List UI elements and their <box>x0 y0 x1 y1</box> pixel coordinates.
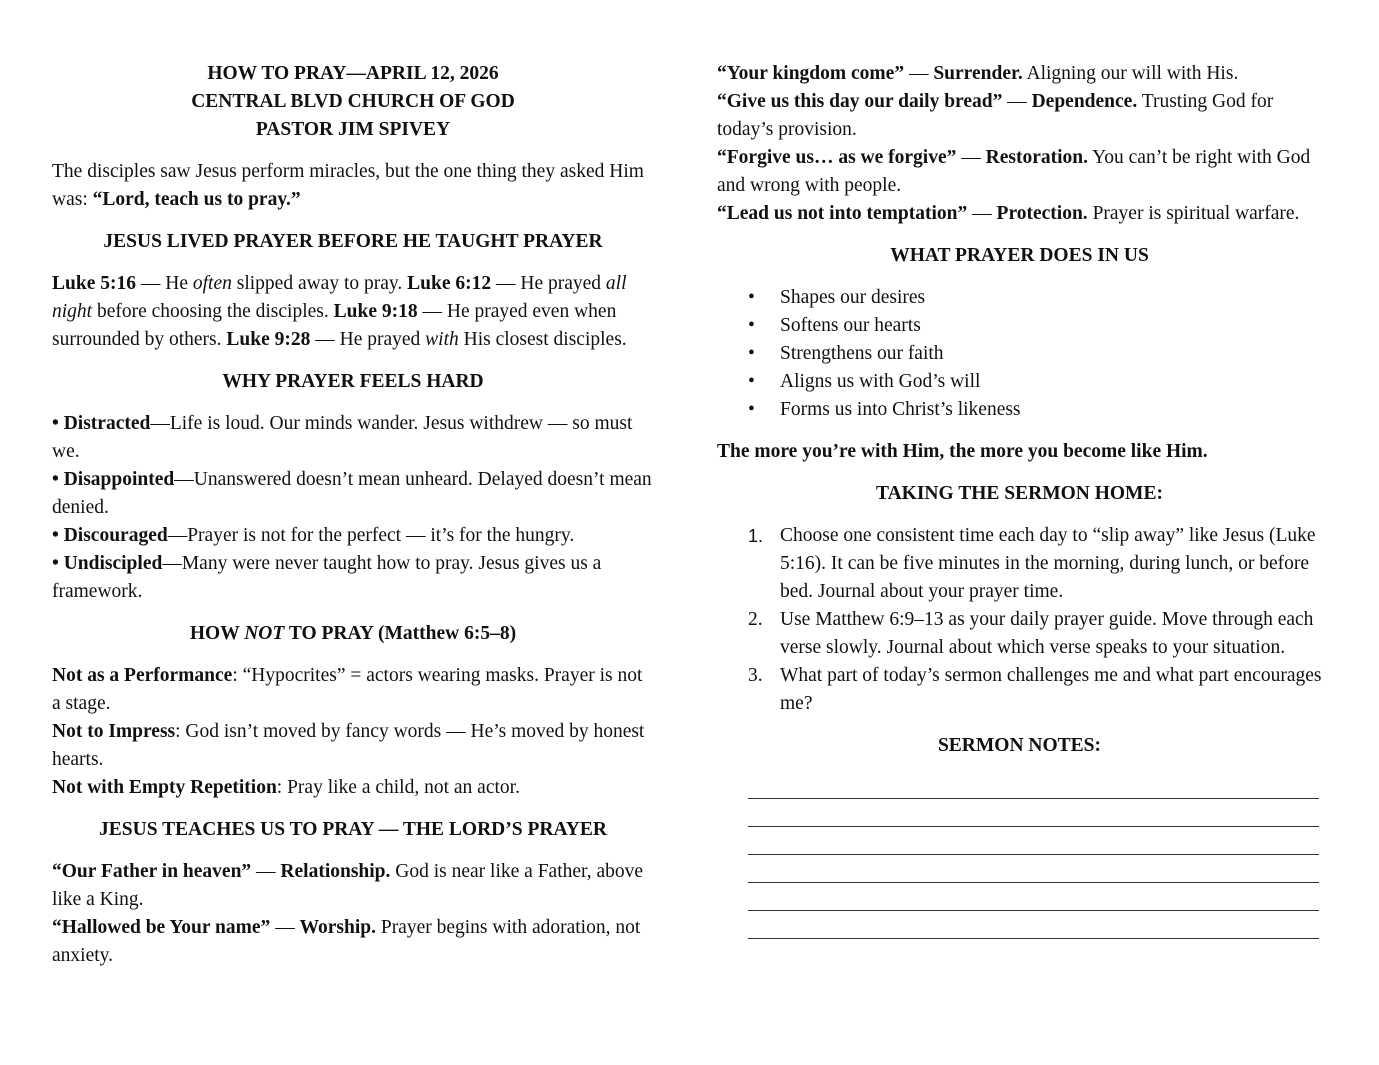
note-line[interactable] <box>748 799 1319 827</box>
list-item: • Discouraged—Prayer is not for the perfect — it’s for the hungry. <box>52 525 575 546</box>
bullet-icon: • <box>748 399 755 420</box>
list-item: • Shapes our desires <box>717 284 1322 312</box>
lords-prayer-section <box>52 816 654 970</box>
bullet-icon: • <box>748 343 755 364</box>
intro-quote: “Lord, teach us to pray.” <box>92 189 301 210</box>
list-item: 3. What part of today’s sermon challenges me and what part encourages me? <box>748 665 1322 714</box>
bullet-icon: • <box>748 315 755 336</box>
list-item: Not with Empty Repetition: Pray like a child, not an actor. <box>52 777 520 798</box>
bulletin-header <box>52 60 654 144</box>
sermon-home-heading: TAKING THE SERMON HOME: <box>876 483 1163 504</box>
right-column <box>717 60 1322 939</box>
why-hard-section <box>52 368 654 606</box>
scripture-ref: Luke 5:16 <box>52 273 136 294</box>
note-line[interactable] <box>748 883 1319 911</box>
header-title: HOW TO PRAY—APRIL 12, 2026 <box>207 63 499 84</box>
list-item: “Hallowed be Your name” — Worship. Prayer begins with adoration, not anxiety. <box>52 917 641 966</box>
lords-prayer-heading: JESUS TEACHES US TO PRAY — THE LORD’S PRAYER <box>99 819 607 840</box>
note-line[interactable] <box>748 855 1319 883</box>
list-item: 2. Use Matthew 6:9–13 as your daily prayer guide. Move through each verse slowly. Journal about which verse speaks to your situation. <box>748 609 1314 658</box>
lords-prayer-list-right <box>717 60 1322 228</box>
prayer-does-list <box>717 284 1322 424</box>
list-item: “Our Father in heaven” — Relationship. God is near like a Father, above like a King. <box>52 861 644 910</box>
how-not-section <box>52 620 654 802</box>
list-item: • Disappointed—Unanswered doesn’t mean unheard. Delayed doesn’t mean denied. <box>52 469 652 518</box>
list-item: • Aligns us with God’s will <box>717 368 1322 396</box>
left-column <box>52 60 654 970</box>
bullet-icon: • <box>748 371 755 392</box>
notes-lines <box>748 778 1319 939</box>
list-item: • Strengthens our faith <box>717 340 1322 368</box>
why-hard-list <box>52 410 654 606</box>
bullet-icon: • <box>748 287 755 308</box>
header-pastor: PASTOR JIM SPIVEY <box>255 119 451 140</box>
prayer-does-section <box>717 242 1322 466</box>
how-not-list <box>52 662 654 802</box>
how-not-heading: HOW NOT TO PRAY (Matthew 6:5–8) <box>189 623 517 644</box>
list-item: • Undiscipled—Many were never taught how to pray. Jesus gives us a framework. <box>52 553 602 602</box>
lived-heading: JESUS LIVED PRAYER BEFORE HE TAUGHT PRAYER <box>103 231 603 252</box>
list-item: • Softens our hearts <box>717 312 1322 340</box>
lords-prayer-list-left <box>52 858 654 970</box>
intro-paragraph: The disciples saw Jesus perform miracles, but the one thing they asked Him was: “Lord, teach us to pray.” <box>52 161 644 210</box>
scripture-ref: Luke 6:12 <box>407 273 492 294</box>
prayer-does-heading: WHAT PRAYER DOES IN US <box>890 245 1149 266</box>
list-item: “Lead us not into temptation” — Protection. Prayer is spiritual warfare. <box>717 203 1300 224</box>
note-line[interactable] <box>748 778 1319 799</box>
sermon-home-section <box>717 480 1322 718</box>
list-item: “Your kingdom come” — Surrender. Aligning our will with His. <box>717 63 1239 84</box>
scripture-ref: Luke 9:28 <box>226 329 311 350</box>
sermon-notes-heading: SERMON NOTES: <box>937 735 1102 756</box>
lived-prayer-section <box>52 228 654 354</box>
note-line[interactable] <box>748 911 1319 939</box>
lived-paragraph: Luke 5:16 — He often slipped away to pray. Luke 6:12 — He prayed all night before choosing the disciples. Luke 9:18 — He prayed even when surrounded by others. Luke 9:28 — He prayed with His closest disciples. <box>52 273 627 350</box>
closing-statement: The more you’re with Him, the more you become like Him. <box>717 441 1208 462</box>
sermon-home-list <box>717 522 1322 718</box>
list-item: • Forms us into Christ’s likeness <box>717 396 1322 424</box>
sermon-notes-section <box>717 732 1322 939</box>
why-hard-heading: WHY PRAYER FEELS HARD <box>222 371 484 392</box>
list-item: Not to Impress: God isn’t moved by fancy words — He’s moved by honest hearts. <box>52 721 645 770</box>
list-item: 1. Choose one consistent time each day to “slip away” like Jesus (Luke 5:16). It can be five minutes in the morning, during lunch, or before bed. Journal about your prayer time. <box>748 525 1316 602</box>
note-line[interactable] <box>748 827 1319 855</box>
list-item: “Give us this day our daily bread” — Dependence. Trusting God for today’s provision. <box>717 91 1274 140</box>
scripture-ref: Luke 9:18 <box>333 301 418 322</box>
list-item: • Distracted—Life is loud. Our minds wander. Jesus withdrew — so must we. <box>52 413 633 462</box>
list-item: Not as a Performance: “Hypocrites” = actors wearing masks. Prayer is not a stage. <box>52 665 643 714</box>
list-item: “Forgive us… as we forgive” — Restoration. You can’t be right with God and wrong with people. <box>717 147 1311 196</box>
header-church: CENTRAL BLVD CHURCH OF GOD <box>191 91 515 112</box>
